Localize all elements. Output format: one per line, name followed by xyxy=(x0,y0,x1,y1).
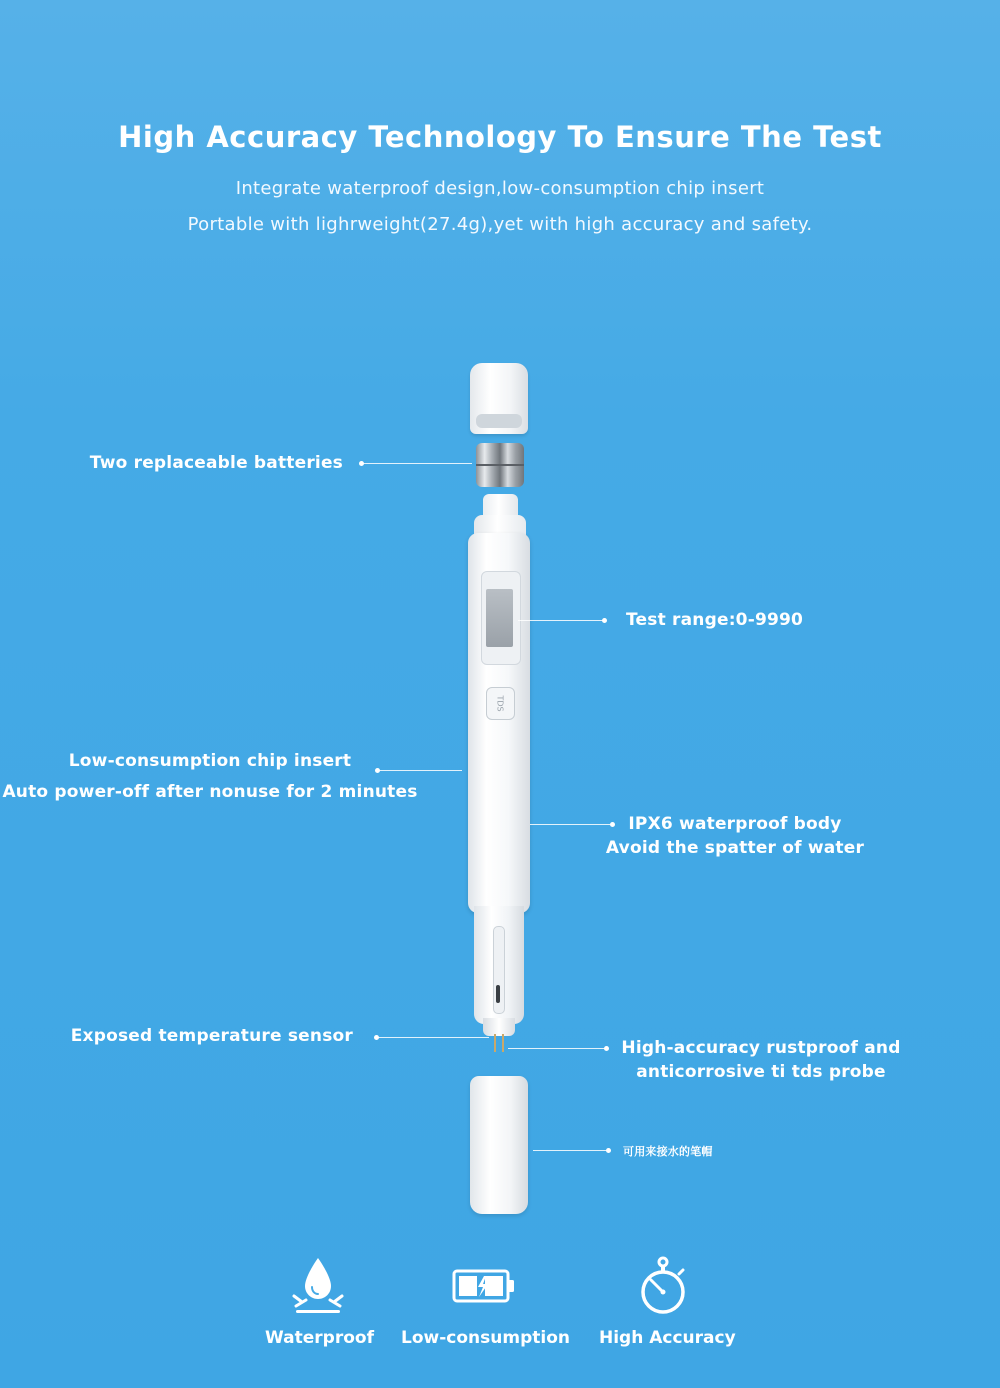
callout-test-range: Test range:0-9990 xyxy=(626,610,804,630)
batteries xyxy=(476,443,524,487)
tds-button-label: TDS xyxy=(496,695,505,712)
callout-line xyxy=(530,824,612,825)
callout-dot xyxy=(602,618,607,623)
water-drop-icon xyxy=(292,1256,344,1316)
callout-probe-line-1: High-accuracy rustproof and xyxy=(621,1038,901,1058)
subtitle-line-1: Integrate waterproof design,low-consumption chip insert xyxy=(235,178,765,199)
callout-chip-line-2: Auto power-off after nonuse for 2 minutes xyxy=(2,782,418,802)
feature-low-consumption-label: Low-consumption xyxy=(401,1328,570,1348)
callout-line xyxy=(533,1150,608,1151)
callout-probe-line-2: anticorrosive ti tds probe xyxy=(636,1062,886,1082)
battery-icon xyxy=(452,1269,516,1305)
bottom-cap xyxy=(470,1076,528,1214)
tds-probe-pins xyxy=(492,1034,506,1054)
feature-waterproof-label: Waterproof xyxy=(265,1328,374,1348)
callout-waterproof-line-1: IPX6 waterproof body xyxy=(628,814,842,834)
callout-line xyxy=(378,770,462,771)
callout-dot xyxy=(606,1148,611,1153)
callout-chip-line-1: Low-consumption chip insert xyxy=(68,751,352,771)
lcd-screen xyxy=(486,589,513,647)
callout-waterproof-line-2: Avoid the spatter of water xyxy=(605,838,865,858)
feature-high-accuracy-label: High Accuracy xyxy=(599,1328,736,1348)
callout-line xyxy=(518,620,604,621)
callout-dot xyxy=(604,1046,609,1051)
callout-line xyxy=(362,463,472,464)
subtitle-line-2: Portable with lighrweight(27.4g),yet with high accuracy and safety. xyxy=(187,214,813,235)
top-cap xyxy=(470,363,528,434)
callout-line xyxy=(377,1037,489,1038)
callout-line xyxy=(508,1048,606,1049)
tds-button xyxy=(486,687,515,720)
temperature-sensor xyxy=(496,985,500,1003)
stopwatch-icon xyxy=(637,1256,689,1316)
callout-batteries: Two replaceable batteries xyxy=(89,453,343,473)
callout-temp-sensor: Exposed temperature sensor xyxy=(70,1026,353,1046)
page-title: High Accuracy Technology To Ensure The Test xyxy=(118,120,882,154)
callout-cap-note: 可用来接水的笔帽 xyxy=(623,1145,713,1158)
